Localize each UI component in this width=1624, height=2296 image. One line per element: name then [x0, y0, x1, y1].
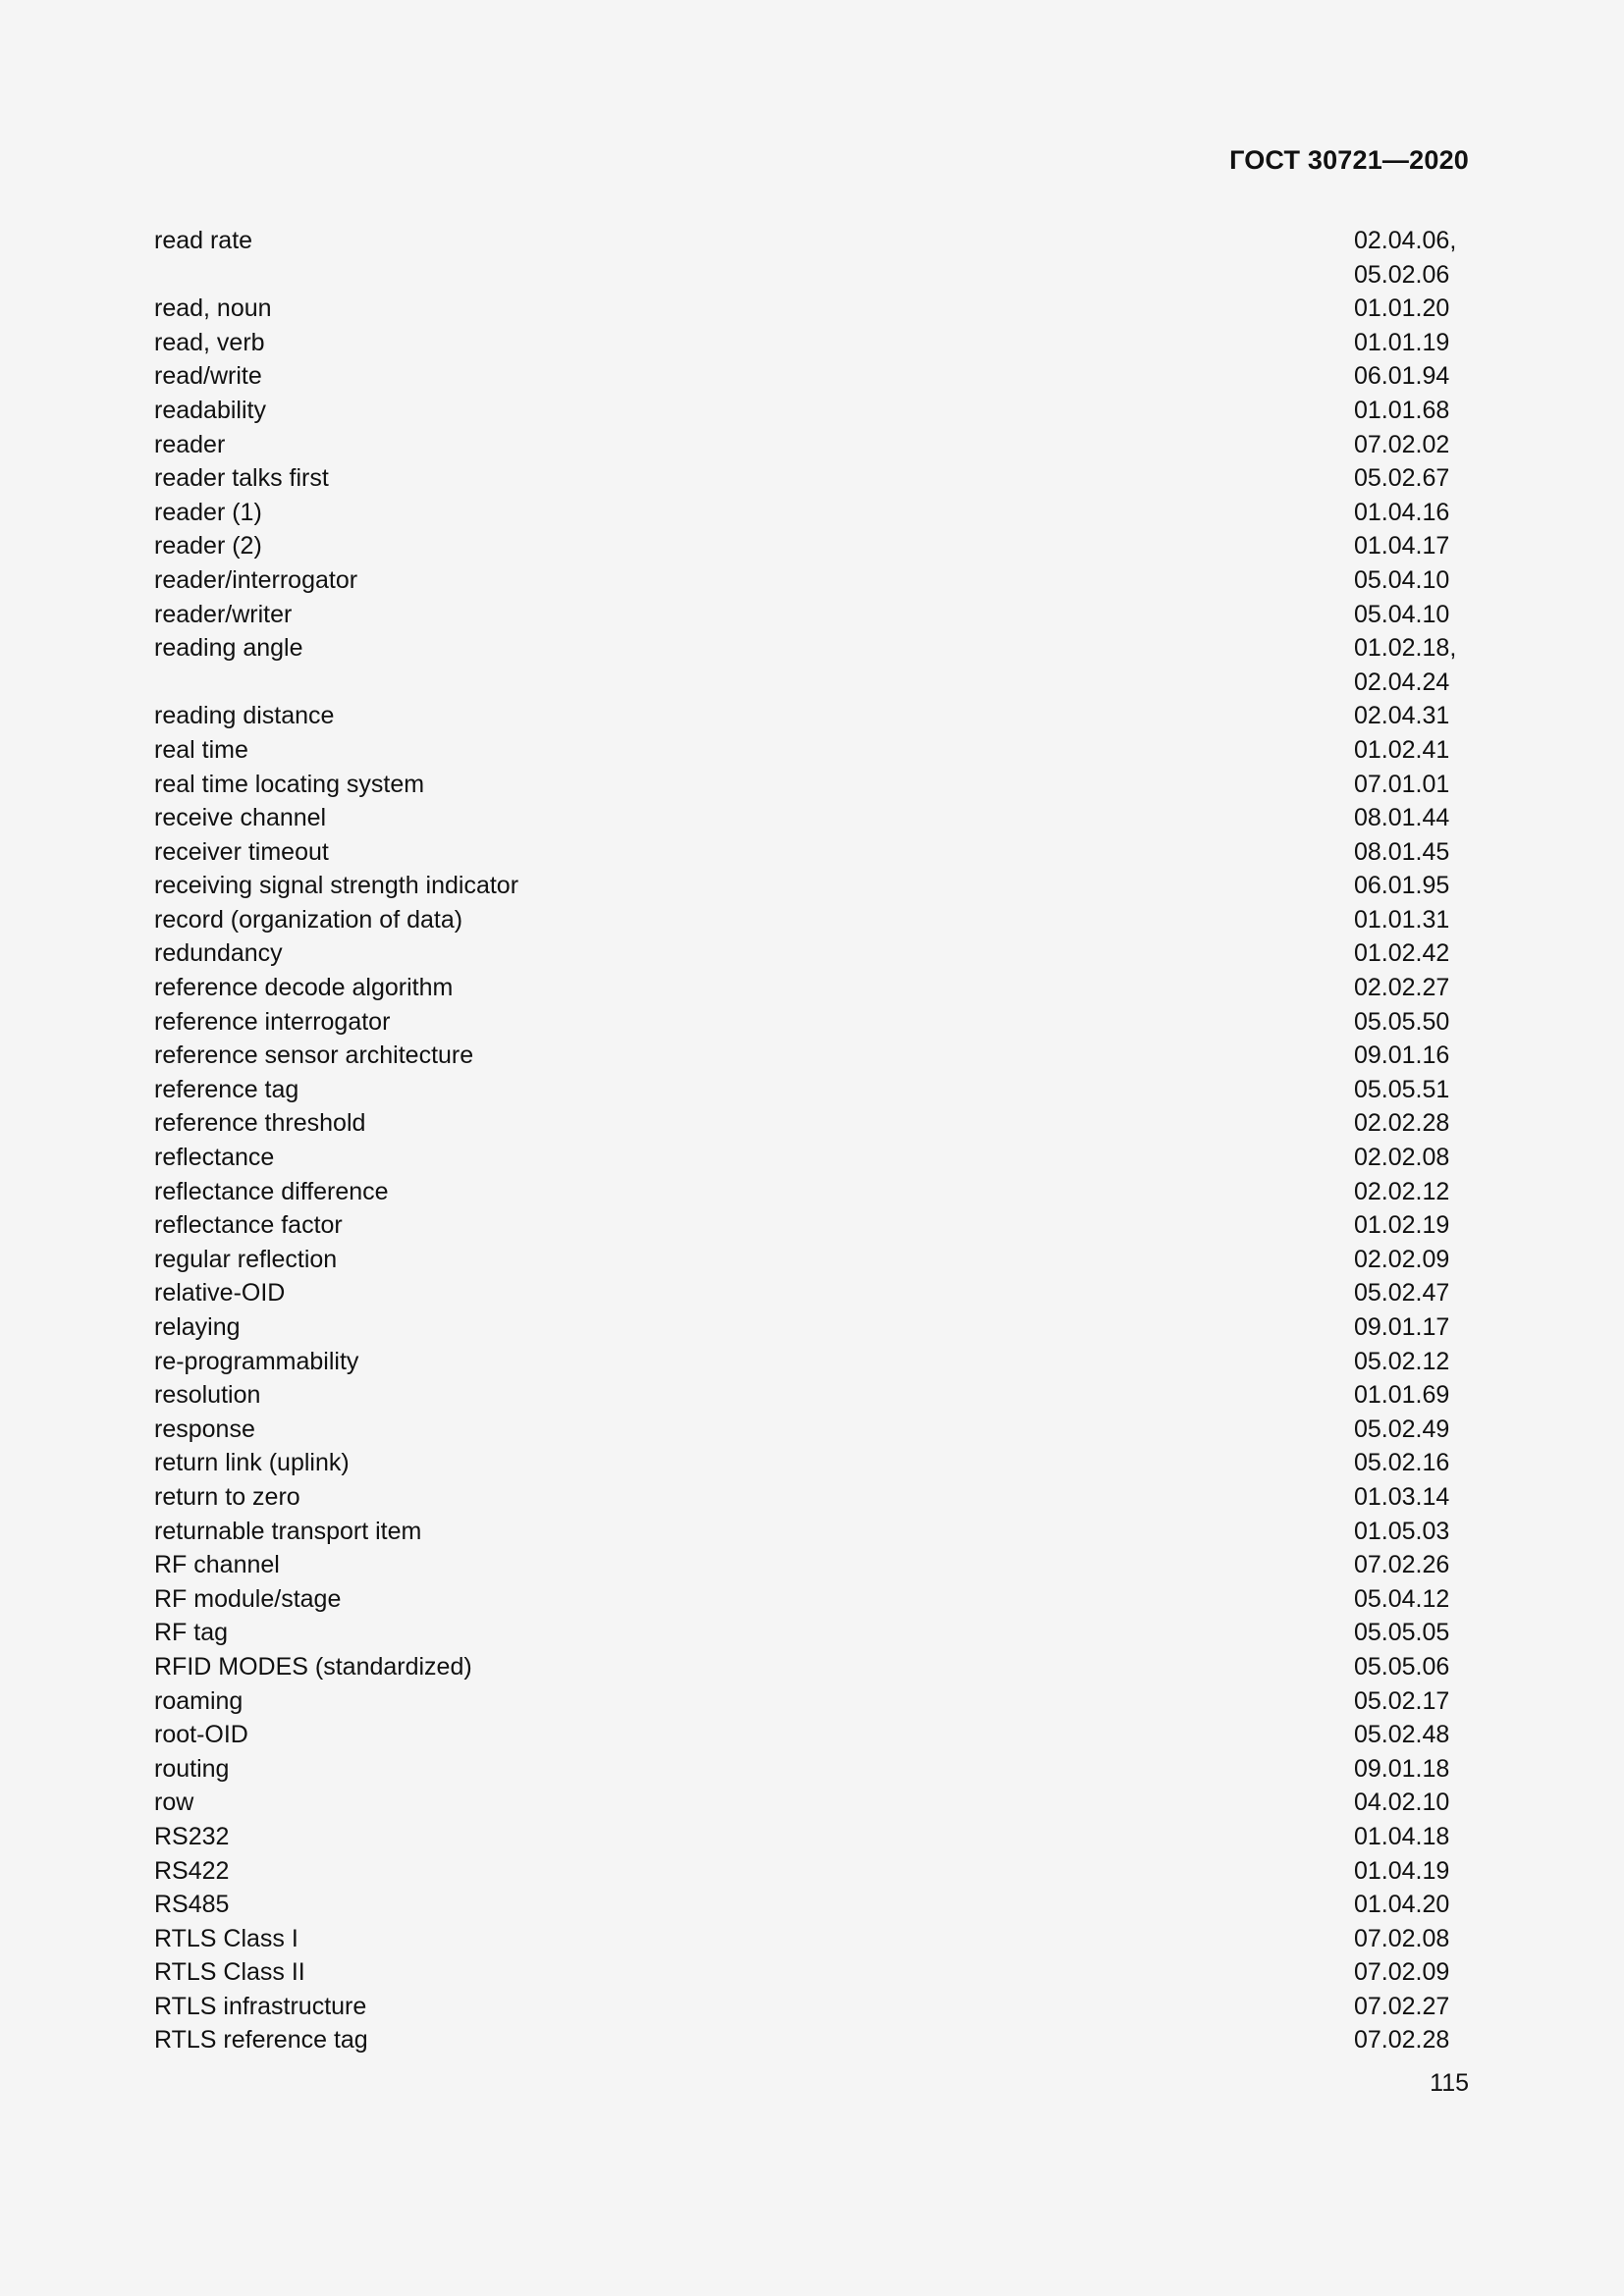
index-term: relative-OID	[154, 1279, 286, 1308]
index-references	[1354, 1922, 1470, 1956]
index-references	[1354, 1480, 1470, 1515]
index-entry	[154, 801, 1470, 835]
term-reference-number: 09.01.17	[1354, 1313, 1450, 1341]
index-references	[1354, 1854, 1470, 1889]
index-term: roaming	[154, 1686, 244, 1715]
index-entry	[154, 1718, 1470, 1752]
index-entry	[154, 1786, 1470, 1820]
term-reference-number: 01.04.20	[1354, 1891, 1450, 1919]
index-term: return link (uplink)	[154, 1449, 350, 1477]
index-entry	[154, 971, 1470, 1005]
term-reference-number: 07.02.08	[1354, 1924, 1450, 1952]
index-entry	[154, 1616, 1470, 1650]
index-entry	[154, 835, 1470, 870]
index-term: RS232	[154, 1822, 230, 1850]
term-reference-number: 02.02.09	[1354, 1245, 1450, 1273]
index-references	[1354, 1073, 1470, 1107]
index-term: reflectance difference	[154, 1177, 389, 1205]
index-term: reader/writer	[154, 600, 293, 628]
index-term: record (organization of data)	[154, 905, 463, 934]
index-references	[1354, 835, 1470, 870]
index-entry	[154, 1378, 1470, 1413]
index-references	[1354, 631, 1470, 699]
index-references	[1354, 598, 1470, 632]
index-entry	[154, 359, 1470, 394]
term-reference-number: 02.02.08	[1354, 1144, 1450, 1172]
index-references	[1354, 461, 1470, 496]
index-entry	[154, 1515, 1470, 1549]
index-references	[1354, 733, 1470, 768]
index-entry	[154, 326, 1470, 360]
index-references	[1354, 1752, 1470, 1787]
page-number: 115	[1430, 2069, 1469, 2097]
index-references	[1354, 869, 1470, 903]
term-reference-number: 07.02.27	[1354, 1992, 1450, 2020]
index-term: RF module/stage	[154, 1584, 342, 1613]
index-term: RF channel	[154, 1551, 280, 1579]
term-reference-number: 05.04.12	[1354, 1584, 1450, 1613]
index-entry	[154, 1208, 1470, 1243]
index-entry	[154, 1650, 1470, 1684]
index-entry	[154, 461, 1470, 496]
index-references	[1354, 971, 1470, 1005]
index-references	[1354, 394, 1470, 428]
index-term: redundancy	[154, 939, 283, 968]
term-index-list	[154, 224, 1470, 2057]
index-entry	[154, 1548, 1470, 1582]
index-references	[1354, 1208, 1470, 1243]
index-term: re-programmability	[154, 1347, 359, 1375]
term-reference-number: 01.01.20	[1354, 294, 1450, 323]
index-references	[1354, 1310, 1470, 1345]
term-reference-number: 07.02.26	[1354, 1551, 1450, 1579]
index-references	[1354, 529, 1470, 563]
index-term: response	[154, 1415, 255, 1443]
term-reference-number: 01.04.19	[1354, 1856, 1450, 1885]
index-term: read rate	[154, 227, 253, 254]
term-reference-number: 05.05.51	[1354, 1075, 1450, 1103]
term-reference-number: 07.02.02	[1354, 430, 1450, 458]
index-entry	[154, 1854, 1470, 1889]
index-term: reader (2)	[154, 532, 262, 561]
index-term: reader/interrogator	[154, 565, 358, 594]
term-reference-number: 05.02.17	[1354, 1686, 1450, 1715]
index-references	[1354, 1345, 1470, 1379]
index-entry	[154, 1990, 1470, 2024]
index-term: real time	[154, 735, 248, 764]
index-term: reflectance	[154, 1144, 275, 1172]
index-term: RTLS reference tag	[154, 2026, 368, 2055]
term-reference-number: 02.04.31	[1354, 702, 1450, 730]
index-references	[1354, 1243, 1470, 1277]
term-reference-number: 05.02.16	[1354, 1449, 1450, 1477]
index-references	[1354, 903, 1470, 937]
index-term: RF tag	[154, 1619, 229, 1647]
index-term: RTLS Class I	[154, 1924, 298, 1952]
index-references	[1354, 1175, 1470, 1209]
index-entry	[154, 1039, 1470, 1073]
index-references	[1354, 1548, 1470, 1582]
index-references	[1354, 1378, 1470, 1413]
term-reference-number: 01.04.17	[1354, 532, 1450, 561]
index-references	[1354, 1616, 1470, 1650]
index-term: receiver timeout	[154, 837, 329, 866]
index-entry	[154, 1684, 1470, 1719]
index-references	[1354, 699, 1470, 733]
term-reference-number: 05.04.10	[1354, 600, 1450, 628]
index-entry	[154, 936, 1470, 971]
index-entry	[154, 1276, 1470, 1310]
term-reference-number: 01.01.68	[1354, 396, 1450, 424]
index-entry	[154, 563, 1470, 598]
index-term: resolution	[154, 1381, 261, 1410]
index-references	[1354, 359, 1470, 394]
index-term: RS422	[154, 1856, 230, 1885]
index-references	[1354, 563, 1470, 598]
index-entry	[154, 733, 1470, 768]
index-term: read/write	[154, 362, 262, 391]
term-reference-number: 02.04.06,	[1354, 227, 1457, 254]
term-reference-number: 08.01.45	[1354, 837, 1450, 866]
term-reference-number: 01.01.19	[1354, 328, 1450, 356]
index-term: return to zero	[154, 1482, 300, 1511]
index-entry	[154, 699, 1470, 733]
index-entry	[154, 428, 1470, 462]
index-term: root-OID	[154, 1721, 248, 1749]
index-entry	[154, 903, 1470, 937]
term-reference-number: 05.02.67	[1354, 464, 1450, 493]
index-references	[1354, 2023, 1470, 2057]
term-reference-number: 05.02.06	[1354, 260, 1450, 289]
index-references	[1354, 1106, 1470, 1141]
term-reference-number: 05.05.50	[1354, 1007, 1450, 1036]
index-references	[1354, 1582, 1470, 1617]
index-term: regular reflection	[154, 1245, 338, 1273]
term-reference-number: 01.02.41	[1354, 735, 1450, 764]
index-references	[1354, 1786, 1470, 1820]
index-term: returnable transport item	[154, 1517, 422, 1545]
index-term: read, verb	[154, 328, 265, 356]
index-references	[1354, 1005, 1470, 1040]
index-term: reading distance	[154, 702, 335, 730]
term-reference-number: 07.02.28	[1354, 2026, 1450, 2055]
index-references	[1354, 1039, 1470, 1073]
index-entry	[154, 631, 1470, 699]
index-term: reference threshold	[154, 1109, 366, 1138]
term-reference-number: 01.02.42	[1354, 939, 1450, 968]
index-entry	[154, 1413, 1470, 1447]
term-reference-number: 05.02.48	[1354, 1721, 1450, 1749]
index-references	[1354, 1888, 1470, 1922]
term-reference-number: 01.04.16	[1354, 498, 1450, 526]
term-reference-number: 01.01.69	[1354, 1381, 1450, 1410]
term-reference-number: 06.01.94	[1354, 362, 1450, 391]
index-term: reference sensor architecture	[154, 1041, 474, 1070]
index-entry	[154, 1106, 1470, 1141]
term-reference-number: 06.01.95	[1354, 872, 1450, 900]
term-reference-number: 02.02.28	[1354, 1109, 1450, 1138]
index-entry	[154, 224, 1470, 292]
index-term: routing	[154, 1754, 230, 1783]
index-term: reading angle	[154, 634, 303, 663]
term-reference-number: 01.03.14	[1354, 1482, 1450, 1511]
index-entry	[154, 1310, 1470, 1345]
index-term: reference interrogator	[154, 1007, 391, 1036]
index-entry	[154, 1005, 1470, 1040]
term-reference-number: 01.05.03	[1354, 1517, 1450, 1545]
index-term: real time locating system	[154, 770, 425, 798]
index-term: reader talks first	[154, 464, 329, 493]
index-references	[1354, 1515, 1470, 1549]
index-references	[1354, 496, 1470, 530]
index-references	[1354, 1446, 1470, 1480]
index-entry	[154, 1141, 1470, 1175]
index-term: receiving signal strength indicator	[154, 872, 519, 900]
term-reference-number: 02.04.24	[1354, 667, 1450, 696]
index-entry	[154, 1073, 1470, 1107]
index-term: RTLS infrastructure	[154, 1992, 367, 2020]
term-reference-number: 08.01.44	[1354, 804, 1450, 832]
index-entry	[154, 1922, 1470, 1956]
index-entry	[154, 1955, 1470, 1990]
index-entry	[154, 1243, 1470, 1277]
index-entry	[154, 1752, 1470, 1787]
index-term: receive channel	[154, 804, 327, 832]
index-term: reader (1)	[154, 498, 262, 526]
index-term: reference tag	[154, 1075, 299, 1103]
index-entry	[154, 394, 1470, 428]
term-reference-number: 05.02.47	[1354, 1279, 1450, 1308]
term-reference-number: 07.01.01	[1354, 770, 1450, 798]
term-reference-number: 05.04.10	[1354, 565, 1450, 594]
term-reference-number: 09.01.18	[1354, 1754, 1450, 1783]
index-references	[1354, 1955, 1470, 1990]
index-term: RFID MODES (standardized)	[154, 1652, 472, 1681]
index-references	[1354, 801, 1470, 835]
term-reference-number: 04.02.10	[1354, 1789, 1450, 1817]
index-entry	[154, 768, 1470, 802]
term-reference-number: 05.05.06	[1354, 1652, 1450, 1681]
index-references	[1354, 1413, 1470, 1447]
index-references	[1354, 224, 1470, 292]
index-entry	[154, 2023, 1470, 2057]
term-reference-number: 01.04.18	[1354, 1822, 1450, 1850]
index-entry	[154, 1480, 1470, 1515]
index-term: row	[154, 1789, 194, 1817]
index-term: reference decode algorithm	[154, 974, 454, 1002]
index-references	[1354, 292, 1470, 326]
index-entry	[154, 869, 1470, 903]
index-term: read, noun	[154, 294, 272, 323]
index-entry	[154, 1345, 1470, 1379]
index-entry	[154, 1446, 1470, 1480]
term-reference-number: 01.01.31	[1354, 905, 1450, 934]
index-references	[1354, 1820, 1470, 1854]
index-references	[1354, 1276, 1470, 1310]
index-term: reflectance factor	[154, 1211, 343, 1240]
index-entry	[154, 1175, 1470, 1209]
index-term: reader	[154, 430, 226, 458]
term-reference-number: 05.02.12	[1354, 1347, 1450, 1375]
index-references	[1354, 428, 1470, 462]
index-references	[1354, 1141, 1470, 1175]
term-reference-number: 05.05.05	[1354, 1619, 1450, 1647]
index-entry	[154, 529, 1470, 563]
term-reference-number: 05.02.49	[1354, 1415, 1450, 1443]
index-references	[1354, 326, 1470, 360]
index-term: readability	[154, 396, 266, 424]
index-term: RS485	[154, 1891, 230, 1919]
index-term: RTLS Class II	[154, 1958, 305, 1987]
index-entry	[154, 598, 1470, 632]
index-entry	[154, 1582, 1470, 1617]
term-reference-number: 01.02.18,	[1354, 634, 1457, 663]
term-reference-number: 02.02.27	[1354, 974, 1450, 1002]
index-references	[1354, 1684, 1470, 1719]
index-references	[1354, 1990, 1470, 2024]
term-reference-number: 02.02.12	[1354, 1177, 1450, 1205]
index-entry	[154, 496, 1470, 530]
index-references	[1354, 1650, 1470, 1684]
index-references	[1354, 768, 1470, 802]
index-entry	[154, 1820, 1470, 1854]
index-term: relaying	[154, 1313, 241, 1341]
index-references	[1354, 936, 1470, 971]
term-reference-number: 09.01.16	[1354, 1041, 1450, 1070]
index-references	[1354, 1718, 1470, 1752]
index-entry	[154, 1888, 1470, 1922]
term-reference-number: 07.02.09	[1354, 1958, 1450, 1987]
term-reference-number: 01.02.19	[1354, 1211, 1450, 1240]
index-entry	[154, 292, 1470, 326]
standard-header: ГОСТ 30721—2020	[1229, 145, 1469, 175]
